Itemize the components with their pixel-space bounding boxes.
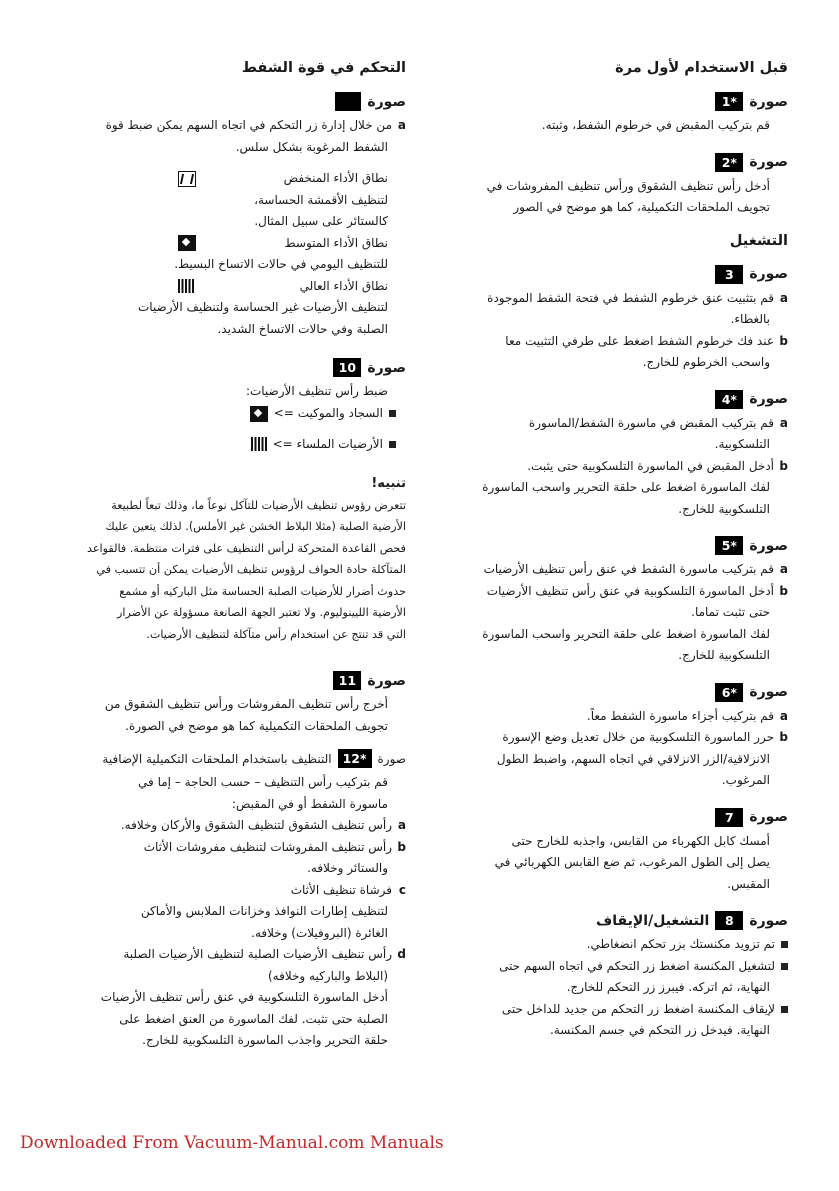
warning-line: فحص القاعدة المتحركة لرأس التنظيف على فترات منتظمة. فالقواعد — [87, 541, 406, 555]
figure-12-item-c-cont: لتنظيف إطارات النوافذ وخزانات الملابس والأماكن — [140, 904, 388, 918]
warning-title: تنبيه! — [371, 475, 406, 491]
figure-12-intro: قم بتركيب رأس التنظيف – حسب الحاجة – إما في — [138, 775, 388, 789]
figure-12-item-b-cont: والستائر وخلافه. — [307, 861, 388, 875]
floor-setting-carpet: السجاد والموكيت => — [28, 403, 406, 425]
figure-2-badge: 2* — [715, 153, 743, 172]
figure-12-title: التنظيف باستخدام الملحقات التكميلية الإضافية — [102, 751, 332, 766]
level-medium: نطاق الأداء المتوسط — [178, 233, 406, 255]
floor-setting-smooth: الأرضيات الملساء => — [28, 434, 406, 456]
figure-4-item-b-cont: التلسكوبية للخارج. — [678, 501, 770, 516]
figure-8-title: التشغيل/الإيقاف — [596, 912, 710, 929]
figure-12-tail: الصلبة حتى تثبت. لفك الماسورة من العنق اضغط على — [119, 1011, 388, 1026]
figure-8-badge: 8 — [715, 911, 743, 930]
figure-5-item-b-cont: التلسكوبية للخارج. — [678, 648, 770, 662]
figure-3-badge: 3 — [715, 265, 743, 284]
figure-4-item-b-cont: لفك الماسورة اضغط على حلقة التحرير واسحب الماسورة — [482, 480, 770, 494]
bullet-item-cont: النهاية، ثم اتركه. فيبرز زر التحكم للخارج. — [566, 980, 770, 994]
figure-4-item-b: b أدخل المقبض في الماسورة التلسكوبية حتى يثبت. — [527, 458, 788, 473]
figure-3-item-b-cont: واسحب الخرطوم للخارج. — [642, 355, 770, 369]
bullet-item: تم تزويد مكنستك بزر تحكم انضغاطي. — [452, 934, 788, 956]
level-high-desc: الصلبة وفي حالات الاتساخ الشديد. — [217, 321, 388, 336]
warning-line: حدوث أضرار للأرضيات الصلبة الحساسة مثل الباركيه أو مشمع — [119, 584, 406, 598]
warning-line: تتعرض رؤوس تنظيف الأرضيات للتآكل نوعاً ما، وذلك تبعاً لطبيعة — [111, 498, 406, 512]
figure-12-item-a: a رأس تنظيف الشقوق لتنظيف الشقوق والأركان وخلافه. — [120, 818, 406, 832]
figure-5-item-a: a قم بتركيب ماسورة الشفط في عنق رأس تنظيف الأرضيات — [483, 562, 788, 576]
figure-6-item-b-cont: الانزلاقية/الزر الانزلاقي في اتجاه السهم، واضبط الطول — [496, 751, 770, 766]
figure-5-item-b: b أدخل الماسورة التلسكوبية في عنق رأس تنظيف الأرضيات — [486, 583, 788, 598]
level-high: نطاق الأداء العالي — [178, 276, 406, 298]
warning-line: الأرضية الليينوليوم. ولا تعتبر الجهة الصانعة مسؤولة عن الأضرار — [116, 606, 406, 619]
figure-10-intro: ضبط رأس تنظيف الأرضيات: — [245, 384, 388, 398]
figure-12-tail: أدخل الماسورة التلسكوبية في عنق رأس تنظيف الأرضيات — [100, 990, 388, 1004]
figure-11-heading: صورة 11 — [28, 671, 406, 690]
warning-line: الأرضية الصلبة (مثلا البلاط الخشن غير الأملس). لذلك يتعين عليك — [105, 520, 406, 533]
figure-2-line: تجويف الملحقات التكميلية، كما هو موضح في الصور — [513, 200, 770, 214]
figure-4-item-a-cont: التلسكوبية. — [714, 437, 770, 451]
section-title-operation: التشغيل — [729, 232, 788, 249]
figure-2-line: أدخل رأس تنظيف الشقوق ورأس تنظيف المفروشات في — [486, 178, 770, 193]
figure-3-item-a: a قم بتثبيت عنق خرطوم الشفط في فتحة الشفط الموجودة — [487, 290, 788, 305]
figure-8-heading: صورة 8 التشغيل/الإيقاف — [596, 912, 788, 929]
figure-4-item-a: a قم بتركيب المقبض في ماسورة الشفط/الماسورة — [528, 415, 788, 430]
medium-power-icon — [178, 235, 196, 251]
figure-12-item-d-cont: (البلاط والباركيه وخلافه) — [267, 968, 388, 983]
figure-10-heading: صورة 10 — [28, 358, 406, 377]
figure-6-item-b-cont: المرغوب. — [721, 773, 770, 787]
figure-5-item-b-cont: حتى تثبت تماما. — [691, 605, 770, 619]
figure-7-badge: 7 — [715, 808, 743, 827]
figure-7-heading: صورة 7 — [452, 808, 788, 827]
figure-10-badge: 10 — [333, 358, 361, 377]
figure-7-line: المقبس. — [727, 876, 770, 891]
warning-line: التي قد تنتج عن استخدام رأس متآكلة لتنظيف الأرضيات. — [146, 627, 406, 641]
figure-6-badge: 6* — [715, 683, 743, 702]
figure-9-item-a: a من خلال إدارة زر التحكم في اتجاه السهم يمكن ضبط قوة — [105, 118, 406, 132]
figure-2-heading: صورة 2* — [452, 153, 788, 172]
right-column — [452, 52, 788, 1042]
bullet-item: لإيقاف المكنسة اضغط زر التحكم من جديد للداخل حتى — [452, 999, 788, 1021]
smooth-floor-setting-icon — [251, 437, 267, 451]
low-power-icon — [178, 171, 196, 187]
figure-12-intro: ماسورة الشفط أو في المقبض: — [231, 796, 388, 811]
left-column — [28, 52, 406, 1052]
level-low: نطاق الأداء المنخفض — [178, 168, 406, 190]
figure-7-line: أمسك كابل الكهرباء من القابس، واجذبه للخارج حتى — [511, 833, 770, 848]
figure-1-badge: 1* — [715, 92, 743, 111]
figure-9-item-a-cont: الشفط المرغوبة بشكل سلس. — [235, 139, 388, 154]
figure-1-heading: صورة 1* — [452, 92, 788, 111]
figure-5-badge: 5* — [715, 536, 743, 555]
level-medium-desc: للتنظيف اليومي في حالات الاتساخ البسيط. — [174, 257, 388, 271]
figure-7-line: يصل إلى الطول المرغوب، ثم ضع القابس الكهربائي في — [494, 855, 770, 869]
footer-link[interactable]: Downloaded From Vacuum-Manual.com Manuals — [20, 1133, 444, 1153]
figure-12-tail: حلقة التحرير واجذب الماسورة التلسكوبية للخارج. — [142, 1033, 388, 1047]
section-title-suction-control: التحكم في قوة الشفط — [241, 60, 406, 76]
level-high-desc: لتنظيف الأرضيات غير الحساسة ولتنظيف الأرضيات — [137, 300, 388, 314]
level-low-desc: كالستائر على سبيل المثال. — [254, 214, 388, 228]
figure-4-heading: صورة 4* — [452, 390, 788, 409]
figure-9-heading: صورة — [28, 92, 406, 111]
figure-9-badge — [335, 92, 361, 111]
figure-12-badge: 12* — [338, 749, 372, 768]
warning-line: المتآكلة حادة الحواف لرؤوس تنظيف الأرضيات يمكن أن تتسبب في — [96, 563, 406, 576]
figure-12-item-b: b رأس تنظيف المفروشات لتنظيف مفروشات الأثاث — [143, 839, 406, 854]
figure-12-item-c-cont: الغائرة (البروفيلات) وخلافه. — [251, 925, 388, 940]
high-power-icon — [178, 279, 194, 293]
section-title-first-use: قبل الاستخدام لأول مرة — [615, 60, 788, 76]
figure-12-heading: صورة 12* التنظيف باستخدام الملحقات التكميلية الإضافية — [102, 751, 406, 766]
figure-6-item-b: b حرر الماسورة التلسكوبية من خلال تعديل وضع الإسورة — [502, 730, 788, 744]
figure-5-heading: صورة 5* — [452, 536, 788, 555]
figure-3-heading: صورة 3 — [452, 265, 788, 284]
level-low-desc: لتنظيف الأقمشة الحساسة، — [254, 192, 388, 207]
bullet-item-cont: النهاية. فيدخل زر التحكم في جسم المكنسة. — [550, 1023, 770, 1037]
figure-11-line: أخرج رأس تنظيف المفروشات ورأس تنظيف الشقوق من — [104, 697, 388, 711]
figure-6-heading: صورة 6* — [452, 683, 788, 702]
figure-3-item-b: b عند فك خرطوم الشفط اضغط على طرفي التثبيت معا — [505, 333, 788, 348]
figure-1-text: قم بتركيب المقبض في خرطوم الشفط، وثبته. — [541, 118, 770, 132]
figure-11-badge: 11 — [333, 671, 361, 690]
figure-11-line: تجويف الملحقات التكميلية كما هو موضح في الصورة. — [125, 718, 388, 733]
figure-4-badge: 4* — [715, 390, 743, 409]
figure-5-item-b-cont: لفك الماسورة اضغط على حلقة التحرير واسحب الماسورة — [482, 626, 770, 641]
carpet-setting-icon — [250, 406, 268, 422]
figure-6-item-a: a قم بتركيب أجزاء ماسورة الشفط معاً. — [586, 708, 788, 723]
figure-12-item-c: c فرشاة تنظيف الأثاث — [290, 882, 406, 897]
figure-12-item-d: d رأس تنظيف الأرضيات الصلبة لتنظيف الأرضيات الصلبة — [123, 947, 406, 961]
figure-3-item-a-cont: بالغطاء. — [730, 312, 770, 326]
bullet-item: لتشغيل المكنسة اضغط زر التحكم في اتجاه السهم حتى — [452, 956, 788, 978]
